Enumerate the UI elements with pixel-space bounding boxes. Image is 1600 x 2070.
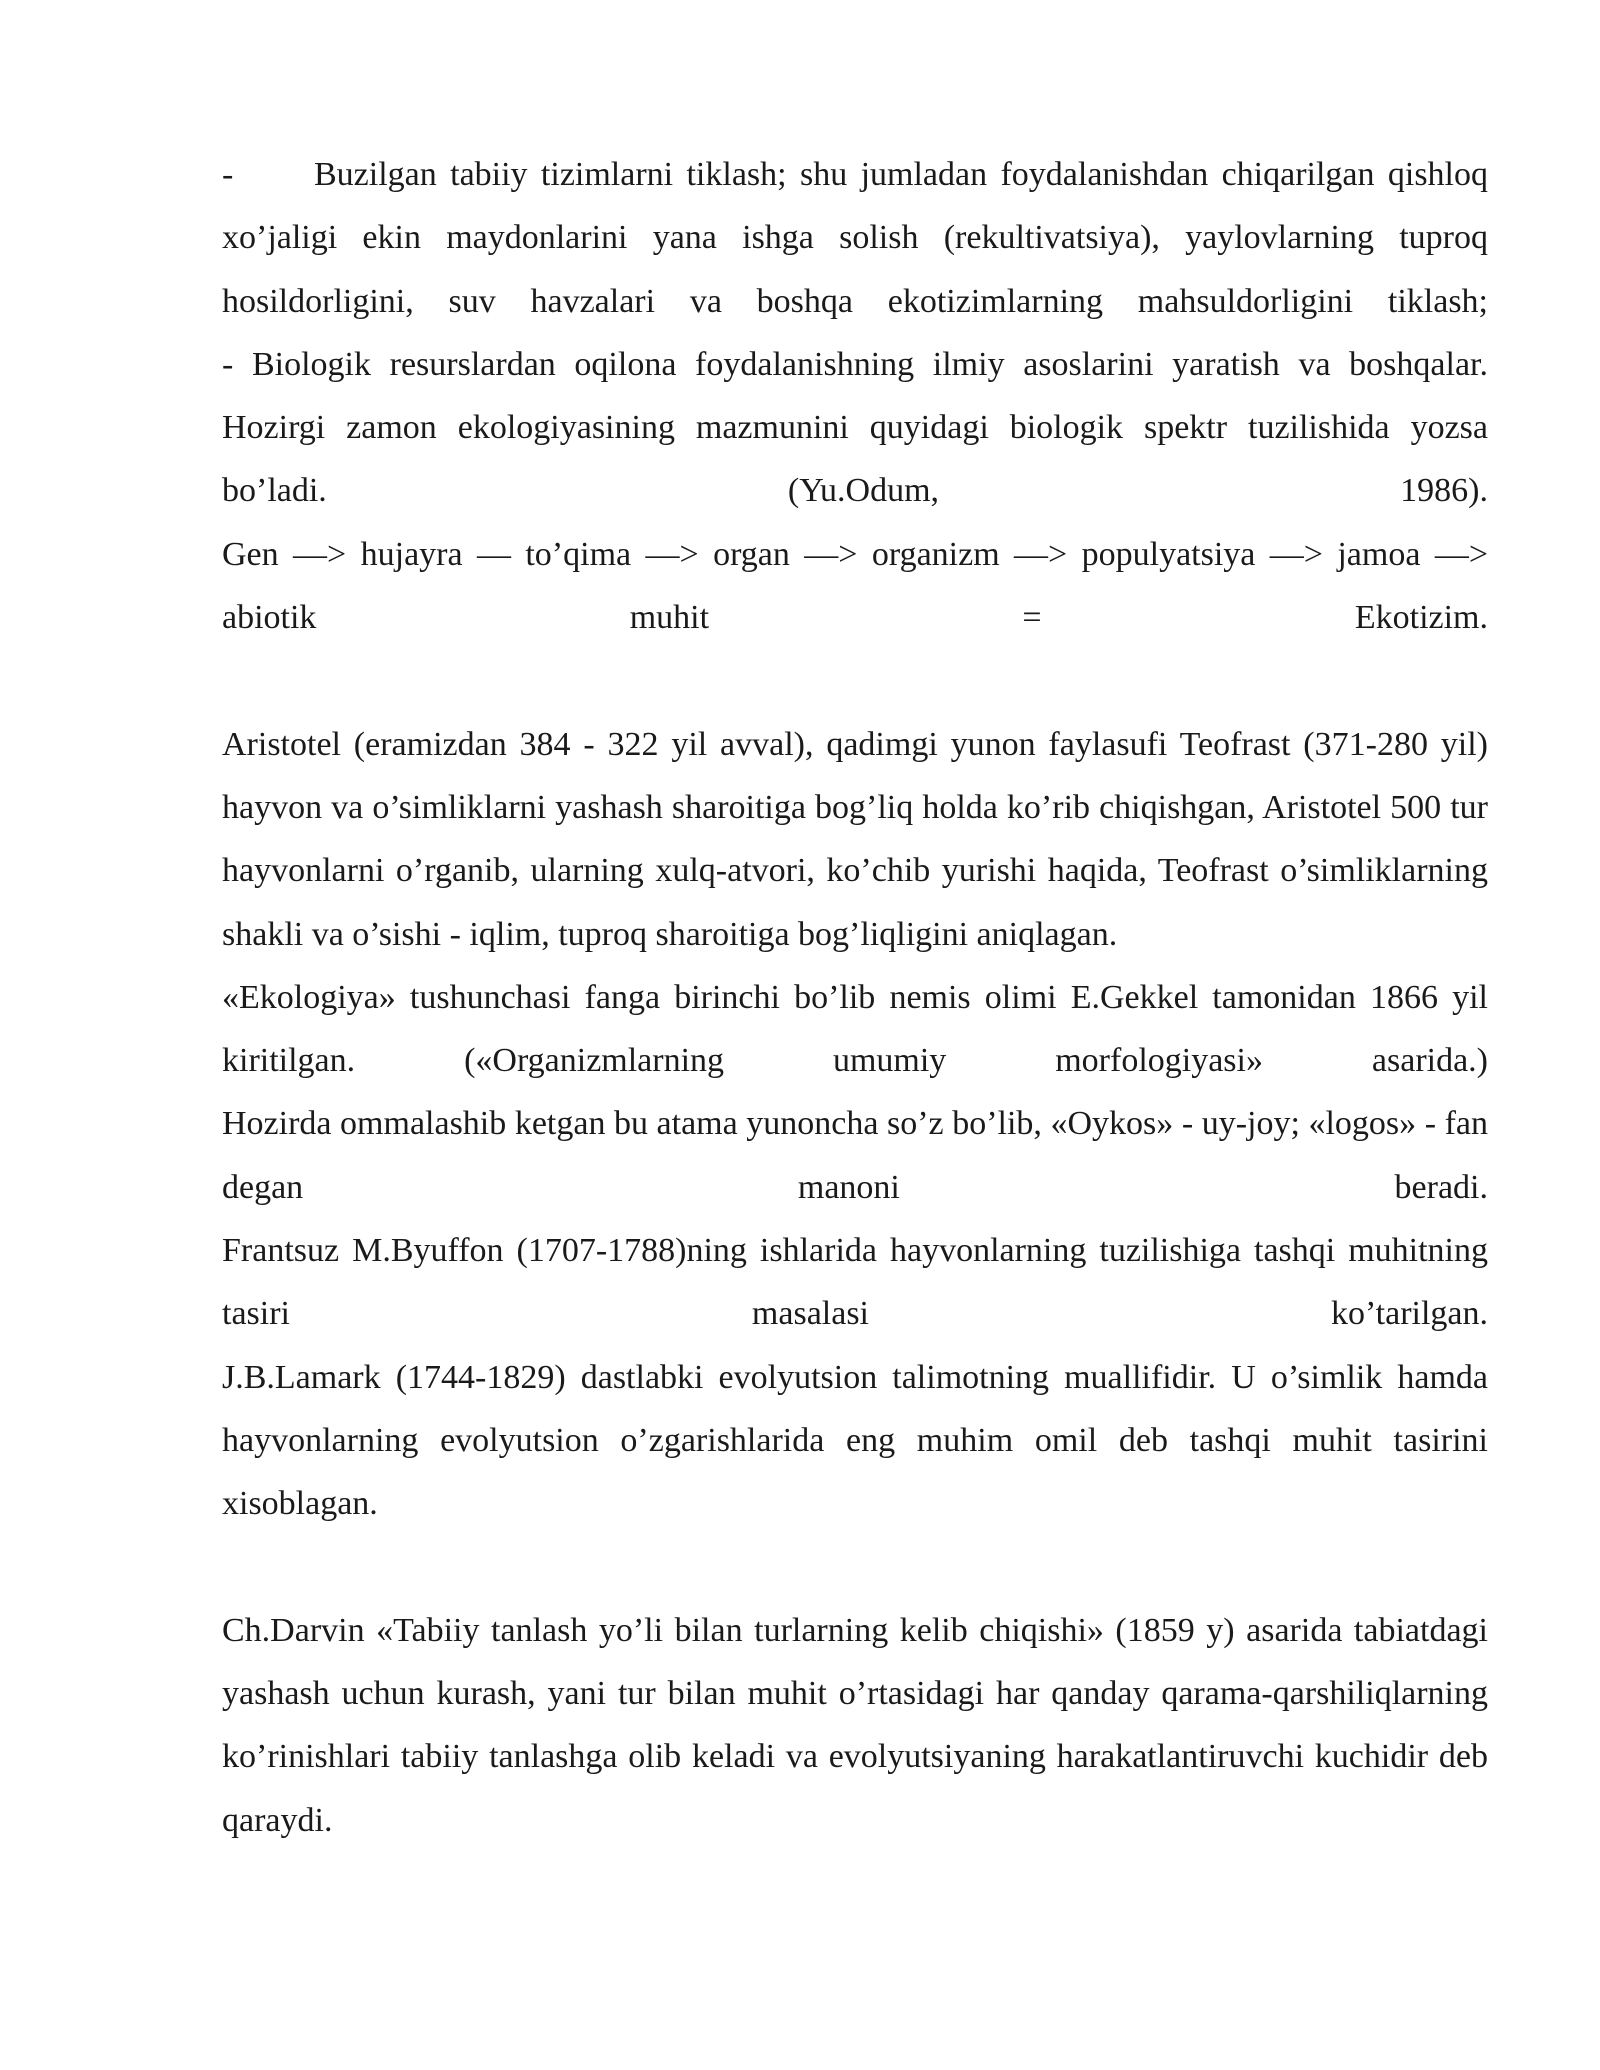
paragraph-ekologiya-term: «Ekologiya» tushunchasi fanga birinchi bo’lib nemis olimi E.Gekkel tamonidan 1866 yil kiritilgan. («Organizmlarning umumiy morfologiyasi» asarida.) <box>222 978 1488 1080</box>
paragraph-biological-spectrum: Gen —> hujayra — to’qima —> organ —> organizm —> populyatsiya —> jamoa —> abiotik muhit = Ekotizim. <box>222 535 1488 637</box>
paragraph-etymology: Hozirda ommalashib ketgan bu atama yunoncha so’z bo’lib, «Oykos» - uy-joy; «logos» - fan degan manoni beradi. <box>222 1105 1488 1206</box>
paragraph-lamarck: J.B.Lamark (1744-1829) dastlabki evolyutsion talimotning muallifidir. U o’simlik hamda hayvonlarning evolyutsion o’zgarishlarida eng muhim omil deb tashqi muhit tasirini xisoblagan. <box>222 1358 1488 1523</box>
paragraph-aristotle: Aristotel (eramizdan 384 - 322 yil avval), qadimgi yunon faylasufi Teofrast (371-280 yil) hayvon va o’simliklarni yashash sharoitiga bog’liq holda ko’rib chiqishgan, Aristotel 500 tur hayvonlarni o’rganib, ularning xulq-atvori, ko’chib yurishi haqida, Teofrast o’simliklarning shakli va o’sishi - iqlim, tuproq sharoitiga bog’liqligini aniqlagan. <box>222 725 1488 953</box>
paragraph-spacer <box>222 649 1488 712</box>
paragraph-biological-resources: - Biologik resurslardan oqilona foydalanishning ilmiy asoslarini yaratish va boshqalar. <box>222 345 1488 383</box>
list-dash: - <box>222 156 234 193</box>
paragraph-odum-spectrum: Hozirgi zamon ekologiyasining mazmunini quyidagi biologik spektr tuzilishida yozsa bo’ladi. (Yu.Odum, 1986). <box>222 409 1488 510</box>
paragraph-spacer <box>222 1536 1488 1599</box>
paragraph-darwin: Ch.Darvin «Tabiiy tanlash yo’li bilan turlarning kelib chiqishi» (1859 y) asarida tabiatdagi yashash uchun kurash, yani tur bilan muhit o’rtasidagi har qanday qarama-qarshiliqlarning ko’rinishlari tabiiy tanlashga olib keladi va evolyutsiyaning harakatlantiruvchi kuchidir deb qaraydi. <box>222 1611 1488 1839</box>
paragraph-buffon: Frantsuz M.Byuffon (1707-1788)ning ishlarida hayvonlarning tuzilishiga tashqi muhitning tasiri masalasi ko’tarilgan. <box>222 1232 1488 1333</box>
paragraph-restoration-text: Buzilgan tabiiy tizimlarni tiklash; shu jumladan foydalanishdan chiqarilgan qishloq xo’jaligi ekin maydonlarini yana ishga solish (rekultivatsiya), yaylovlarning tuproq hosildorligini, suv havzalari va boshqa ekotizimlarning mahsuldorligini tiklash; <box>222 156 1488 320</box>
document-page <box>222 143 1488 1852</box>
paragraph-restoration <box>222 143 1488 333</box>
